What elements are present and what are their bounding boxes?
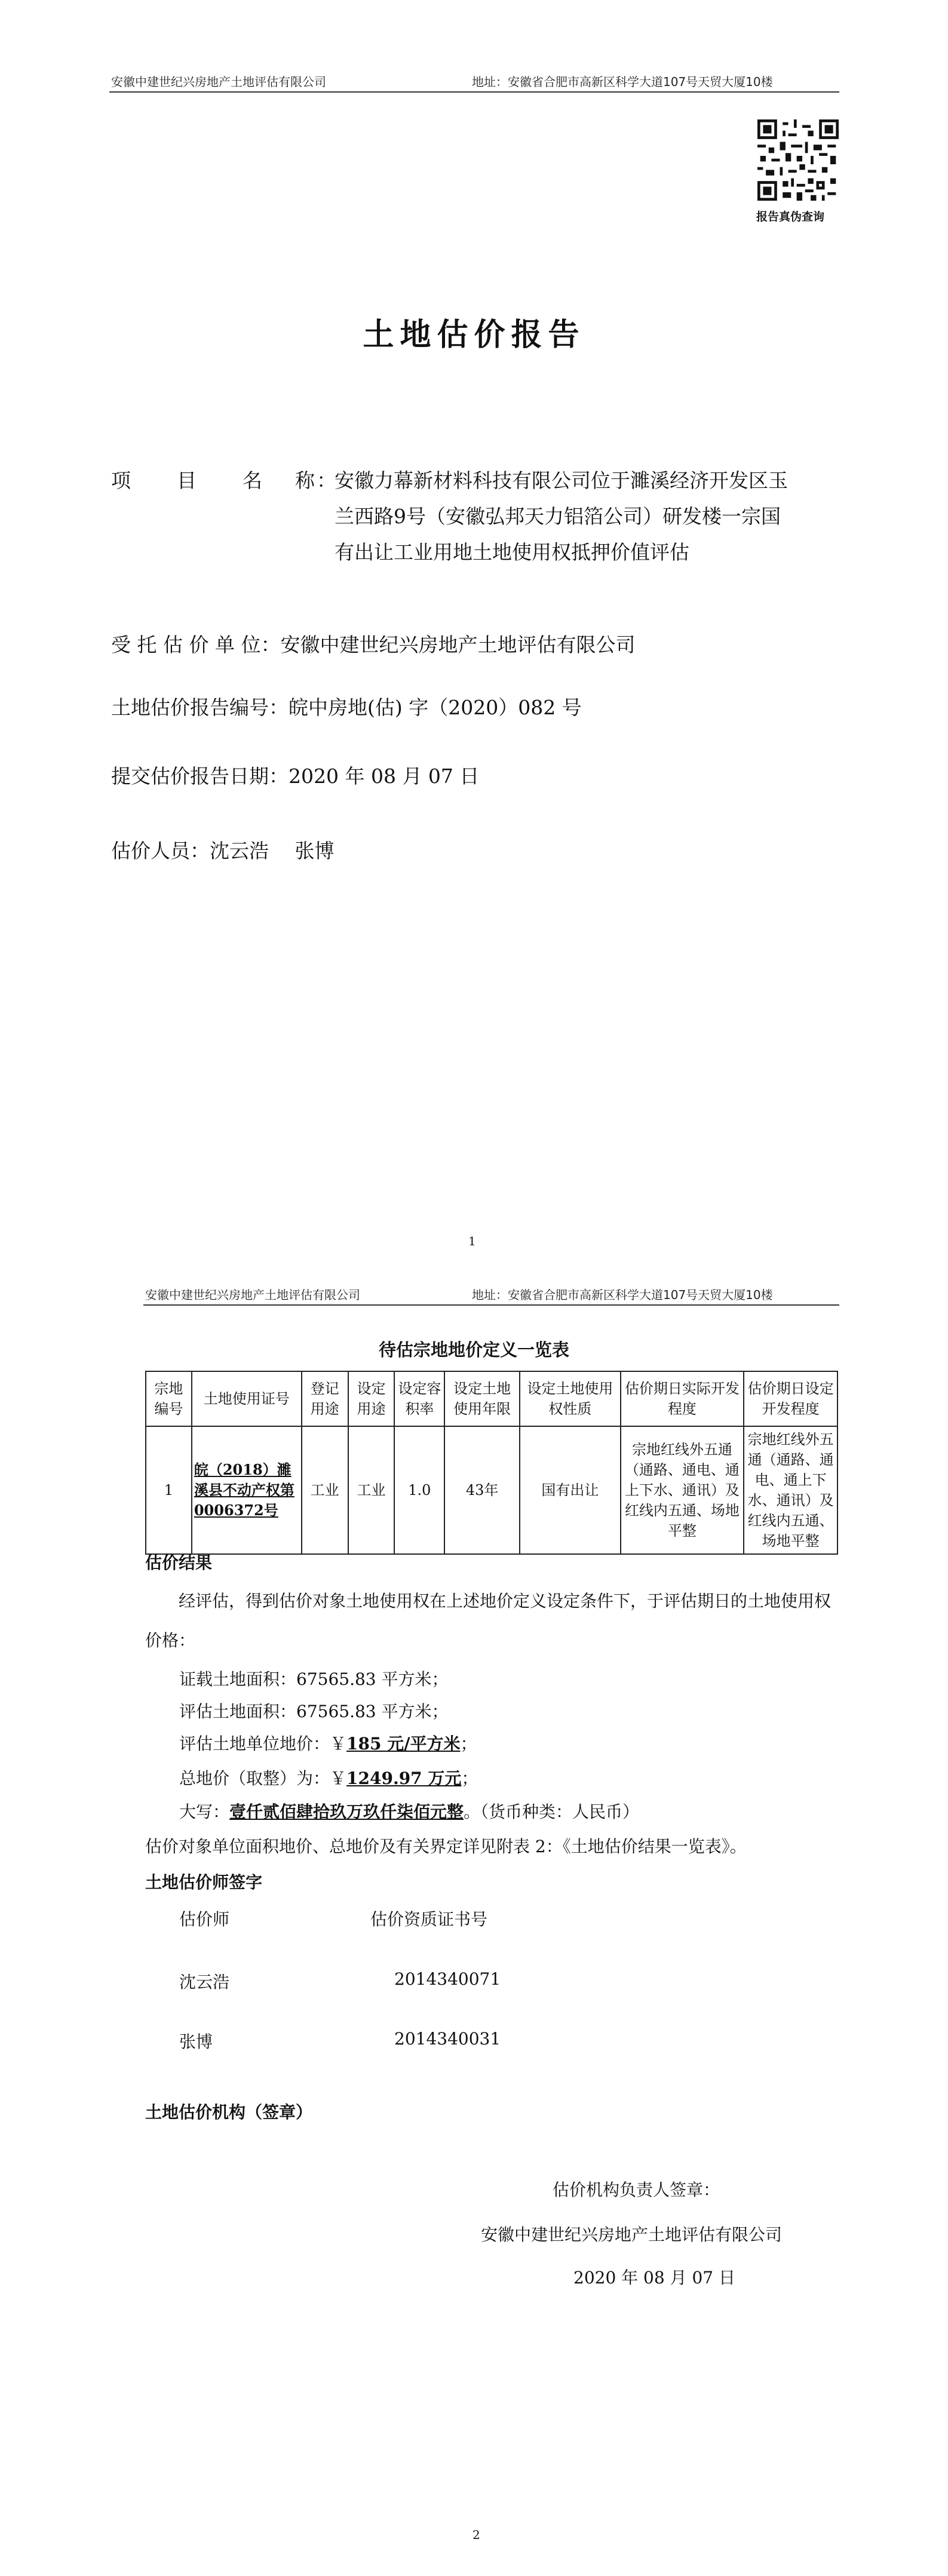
submit-date-label: 提交估价报告日期：	[111, 764, 289, 788]
report-no-value: 皖中房地(估) 字（2020）082 号	[289, 696, 582, 719]
submit-date-row	[111, 759, 479, 794]
page1-number: 1	[468, 1234, 476, 1248]
table-cell-cert-no: 皖（2018）濉溪县不动产权第0006372号	[192, 1426, 302, 1554]
appraisers-value: 沈云浩 张博	[210, 839, 335, 862]
submit-date-value: 2020 年 08 月 07 日	[289, 764, 480, 788]
project-label-char: 称	[295, 469, 315, 492]
table-header-cell: 设定容积率	[394, 1371, 444, 1426]
report-no-label: 土地估价报告编号：	[111, 696, 289, 719]
project-label-char: 名	[243, 469, 262, 492]
appraiser-name: 张博	[179, 2032, 213, 2052]
capital-amount-row	[179, 1799, 639, 1823]
table-cell: 1	[146, 1426, 192, 1554]
table-cell: 43年	[444, 1426, 520, 1554]
signature-col-cert: 估价资质证书号	[370, 1909, 488, 1929]
total-price-label: 总地价（取整）为：￥	[179, 1768, 347, 1788]
result-title: 估价结果	[145, 1553, 213, 1573]
capital-value: 壹仟贰佰肆拾玖万玖仟柒佰元整	[229, 1802, 464, 1822]
project-label-char: 项	[111, 469, 131, 492]
signature-title: 土地估价师签字	[145, 1872, 263, 1892]
capital-label: 大写：	[179, 1802, 230, 1822]
org-name: 安徽中建世纪兴房地产土地评估有限公司	[481, 2225, 783, 2245]
total-price-value: 1249.97 万元	[346, 1768, 462, 1788]
org-seal-title: 土地估价机构（签章）	[145, 2102, 313, 2122]
project-label	[111, 463, 336, 499]
table-header-cell: 登记用途	[302, 1371, 348, 1426]
unit-price-end: ；	[460, 1734, 477, 1754]
page1-header-company: 安徽中建世纪兴房地产土地评估有限公司	[111, 75, 326, 89]
table-cell: 宗地红线外五通（通路、通电、通上下水、通讯）及红线内五通、场地平整	[744, 1426, 837, 1554]
project-name-line: 有出让工业用地土地使用权抵押价值评估	[335, 541, 689, 564]
result-paragraph: 经评估，得到估价对象土地使用权在上述地价定义设定条件下，于评估期日的土地使用权价格：	[145, 1591, 832, 1650]
unit-price-row	[179, 1731, 477, 1755]
project-label-colon: ：	[317, 469, 336, 492]
client-row	[111, 627, 635, 663]
page1-header-rule	[109, 91, 839, 93]
project-name-line: 兰西路9号（安徽弘邦天力铝箔公司）研发楼一宗国	[335, 505, 781, 528]
capital-end: 。（货币种类：人民币）	[464, 1802, 640, 1822]
page2-header-company: 安徽中建世纪兴房地产土地评估有限公司	[145, 1288, 360, 1302]
appraisers-label: 估价人员：	[111, 839, 210, 862]
table-cell: 宗地红线外五通（通路、通电、通上下水、通讯）及红线内五通、场地平整	[621, 1426, 744, 1554]
total-price-end: ；	[461, 1768, 478, 1788]
appraiser-cert: 2014340071	[394, 1969, 501, 1989]
table-cell: 工业	[348, 1426, 395, 1554]
page2-number: 2	[473, 2528, 480, 2542]
client-label: 受 托 估 价 单 位：	[111, 633, 281, 656]
table-header-row	[146, 1371, 837, 1426]
principal-signature: 估价机构负责人签章：	[553, 2180, 720, 2200]
table-cell: 工业	[302, 1426, 348, 1554]
cert-area: 证载土地面积：67565.83 平方米；	[179, 1669, 449, 1689]
table-title: 待估宗地地价定义一览表	[378, 1340, 569, 1360]
qr-code-icon[interactable]	[757, 119, 839, 201]
table-header-cell: 土地使用证号	[192, 1371, 302, 1426]
report-title: 土地估价报告	[363, 317, 585, 353]
report-no-row	[111, 690, 582, 726]
table-cell: 国有出让	[520, 1426, 621, 1554]
qr-caption: 报告真伪查询	[756, 210, 825, 223]
appraisers-row	[111, 833, 335, 869]
detail-note: 估价对象单位面积地价、总地价及有关界定详见附表 2：《土地估价结果一览表》。	[145, 1837, 747, 1856]
appraiser-cert: 2014340031	[394, 2029, 501, 2049]
total-price-row	[179, 1766, 478, 1789]
table-header-cell: 设定用途	[348, 1371, 395, 1426]
land-definition-table	[145, 1371, 838, 1555]
project-name	[335, 463, 842, 570]
page1-header-address: 地址：安徽省合肥市高新区科学大道107号天贸大厦10楼	[472, 75, 773, 89]
client-value: 安徽中建世纪兴房地产土地评估有限公司	[280, 633, 636, 656]
table-header-cell: 宗地编号	[146, 1371, 192, 1426]
table-header-cell: 估价期日实际开发程度	[621, 1371, 744, 1426]
project-name-line: 安徽力幕新材料科技有限公司位于濉溪经济开发区玉	[335, 469, 788, 492]
signature-col-appraiser: 估价师	[179, 1909, 230, 1929]
table-header-cell: 设定土地使用权性质	[520, 1371, 621, 1426]
unit-price-label: 评估土地单位地价：￥	[179, 1734, 347, 1754]
eval-area: 评估土地面积：67565.83 平方米；	[179, 1702, 449, 1721]
project-label-char: 目	[177, 469, 197, 492]
page2-header-address: 地址：安徽省合肥市高新区科学大道107号天贸大厦10楼	[472, 1288, 773, 1302]
unit-price-value: 185 元/平方米	[346, 1734, 461, 1754]
table-header-cell: 估价期日设定开发程度	[744, 1371, 837, 1426]
table-header-cell: 设定土地使用年限	[444, 1371, 520, 1426]
page2-header-rule	[143, 1304, 839, 1306]
appraiser-name: 沈云浩	[179, 1972, 230, 1992]
table-cell: 1.0	[394, 1426, 444, 1554]
table-row	[146, 1426, 837, 1554]
sign-date: 2020 年 08 月 07 日	[573, 2268, 736, 2288]
